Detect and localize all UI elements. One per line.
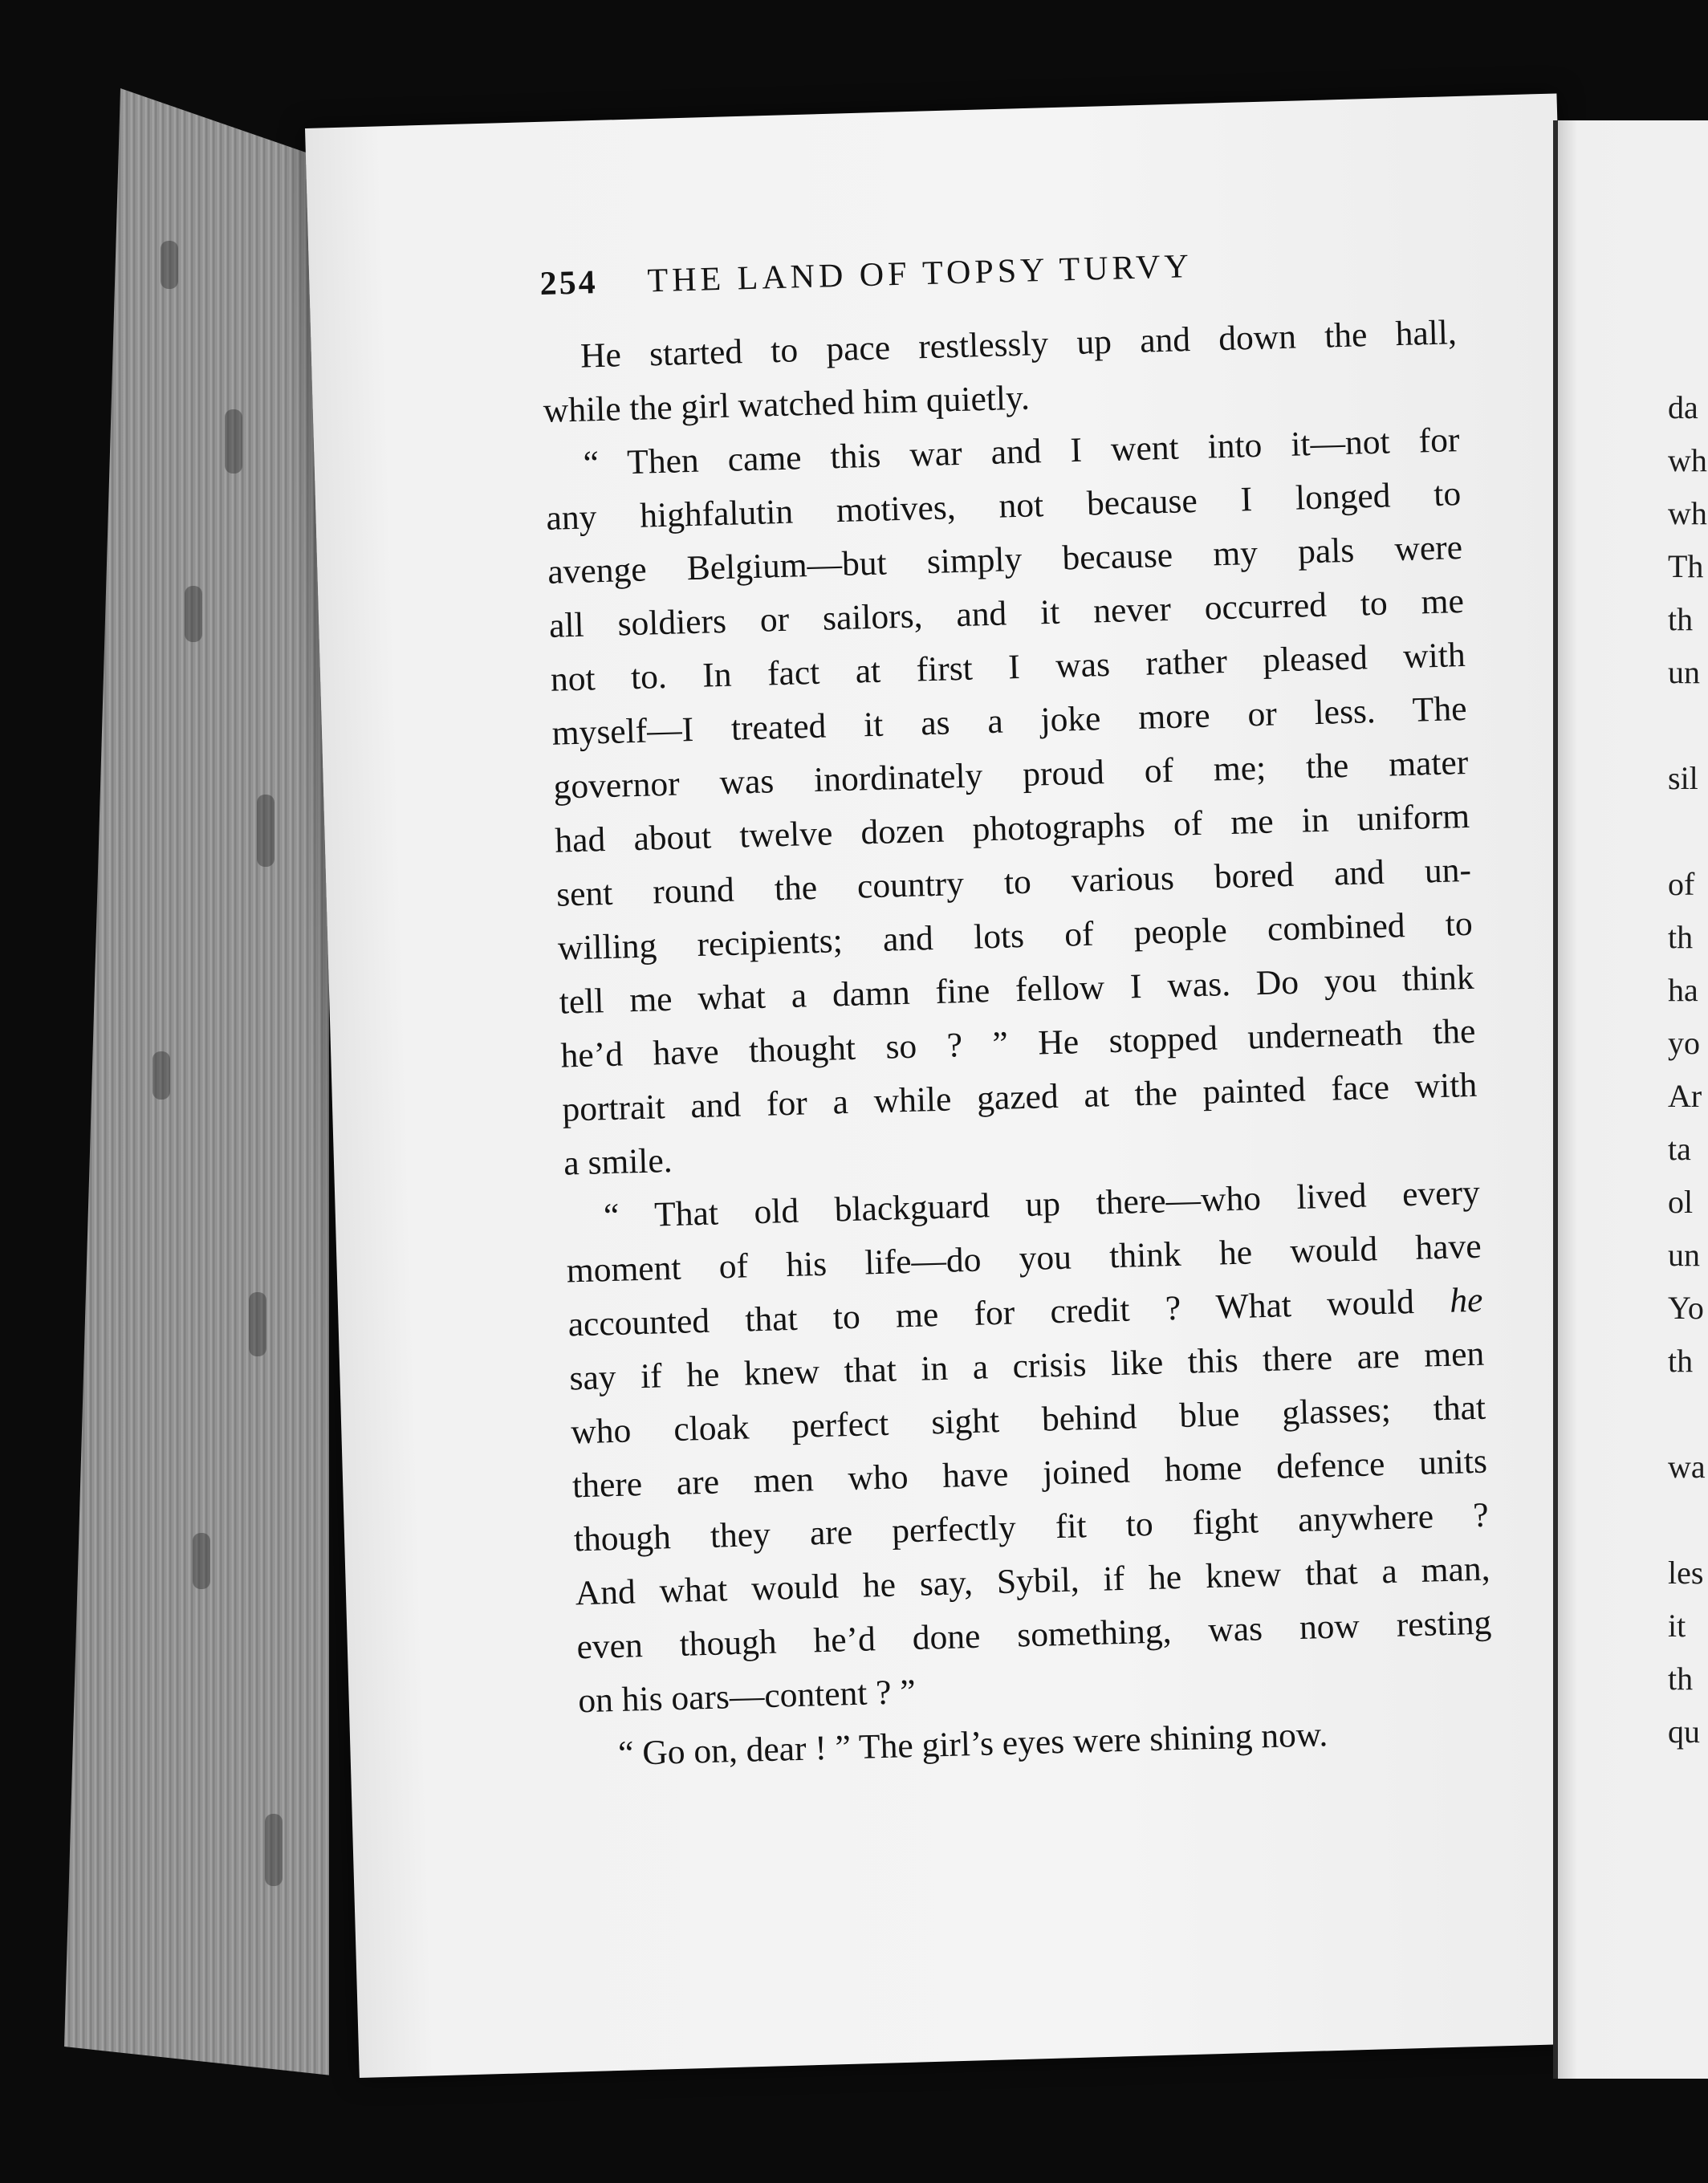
facing-line-fragment [1668, 699, 1707, 752]
text-line: all soldiers or sailors, and it never occurred to me [548, 582, 1465, 645]
facing-line-fragment [1668, 1388, 1707, 1441]
text-line: a smile. [563, 1140, 673, 1183]
text-line: any highfalutin motives, not because I longed to [545, 474, 1462, 538]
text-line: while the girl watched him quietly. [543, 378, 1031, 430]
facing-line-fragment: un [1668, 654, 1700, 690]
facing-line-fragment: th [1668, 1343, 1694, 1379]
book-title: THE LAND OF TOPSY TURVY [646, 247, 1194, 300]
text-line: tell me what a damn fine fellow I was. Do you think [559, 957, 1475, 1022]
facing-line-fragment [1668, 1494, 1707, 1547]
facing-line-fragment: it [1668, 1608, 1686, 1644]
facing-line-fragment: of [1668, 866, 1695, 902]
facing-line-fragment: Yo [1668, 1290, 1704, 1326]
text-line: portrait and for a while gazed at the painted face with [561, 1065, 1478, 1129]
facing-line-fragment: un [1668, 1237, 1700, 1273]
text-line: willing recipients; and lots of people combined to [557, 904, 1474, 968]
text-line: say if he knew that in a crisis like this there are men [568, 1334, 1485, 1398]
text-line: myself—I treated it as a joke more or less. The [551, 689, 1468, 753]
text-line: had about twelve dozen photographs of me in uniform [554, 796, 1470, 860]
facing-line-fragment: sil [1668, 760, 1698, 796]
facing-page-text [1668, 381, 1707, 1758]
facing-line-fragment: les [1668, 1555, 1704, 1591]
facing-line-fragment: th [1668, 601, 1694, 637]
page-number: 254 [539, 264, 599, 303]
text-line: accounted that to me for credit ? What would he [567, 1280, 1483, 1344]
facing-line-fragment: Th [1668, 548, 1704, 584]
edge-stain [257, 795, 274, 867]
facing-line-fragment: Ar [1668, 1078, 1702, 1114]
facing-line-fragment [1668, 805, 1707, 858]
edge-stain [249, 1292, 266, 1356]
facing-line-fragment: ta [1668, 1131, 1691, 1167]
edge-stain [225, 409, 242, 474]
edge-stain [185, 586, 202, 642]
text-line: “ Go on, dear ! ” The girl’s eyes were shining now. [617, 1715, 1328, 1774]
text-line: he’d have thought so ? ” He stopped underneath the [560, 1011, 1476, 1075]
facing-line-fragment: wh [1668, 442, 1707, 478]
paragraph [564, 1166, 1494, 1729]
facing-line-fragment: qu [1668, 1713, 1700, 1750]
facing-line-fragment: yo [1668, 1025, 1700, 1061]
text-line: sent round the country to various bored and un- [555, 850, 1472, 914]
text-line: even though he’d done something, was now resting [575, 1603, 1492, 1667]
facing-line-fragment: th [1668, 919, 1694, 955]
text-line: governor was inordinately proud of me; the mater [552, 742, 1469, 807]
body-text [541, 306, 1495, 1782]
text-line: not to. In fact at first I was rather pleased with [550, 635, 1466, 699]
text-line: avenge Belgium—but simply because my pals were [547, 528, 1463, 591]
facing-line-fragment: wa [1668, 1449, 1706, 1485]
text-line: He started to pace restlessly up and down the hall, [580, 313, 1458, 376]
text-line: moment of his life—do you think he would have [566, 1226, 1482, 1291]
facing-line-fragment: da [1668, 389, 1698, 425]
text-line: on his oars—content ? ” [577, 1672, 917, 1721]
text-line: though they are perfectly fit to fight anywhere ? [573, 1495, 1490, 1559]
text-line: who cloak perfect sight behind blue glasses; that [570, 1388, 1486, 1452]
text-line: there are men who have joined home defence units [571, 1441, 1488, 1506]
edge-stain [152, 1051, 170, 1100]
page-text [539, 240, 1495, 1782]
facing-line-fragment: wh [1668, 495, 1707, 531]
text-line: And what would he say, Sybil, if he knew that a man, [575, 1549, 1491, 1613]
facing-line-fragment: ol [1668, 1184, 1694, 1220]
edge-stain [161, 241, 178, 289]
facing-line-fragment: ha [1668, 972, 1698, 1008]
paragraph [544, 413, 1479, 1190]
edge-stain [193, 1533, 210, 1589]
text-line: “ That old blackguard up there—who lived every [603, 1173, 1481, 1236]
facing-line-fragment: th [1668, 1661, 1694, 1697]
page-edges [64, 88, 329, 2079]
edge-stain [265, 1814, 283, 1886]
text-line: “ Then came this war and I went into it—not for [583, 421, 1460, 483]
